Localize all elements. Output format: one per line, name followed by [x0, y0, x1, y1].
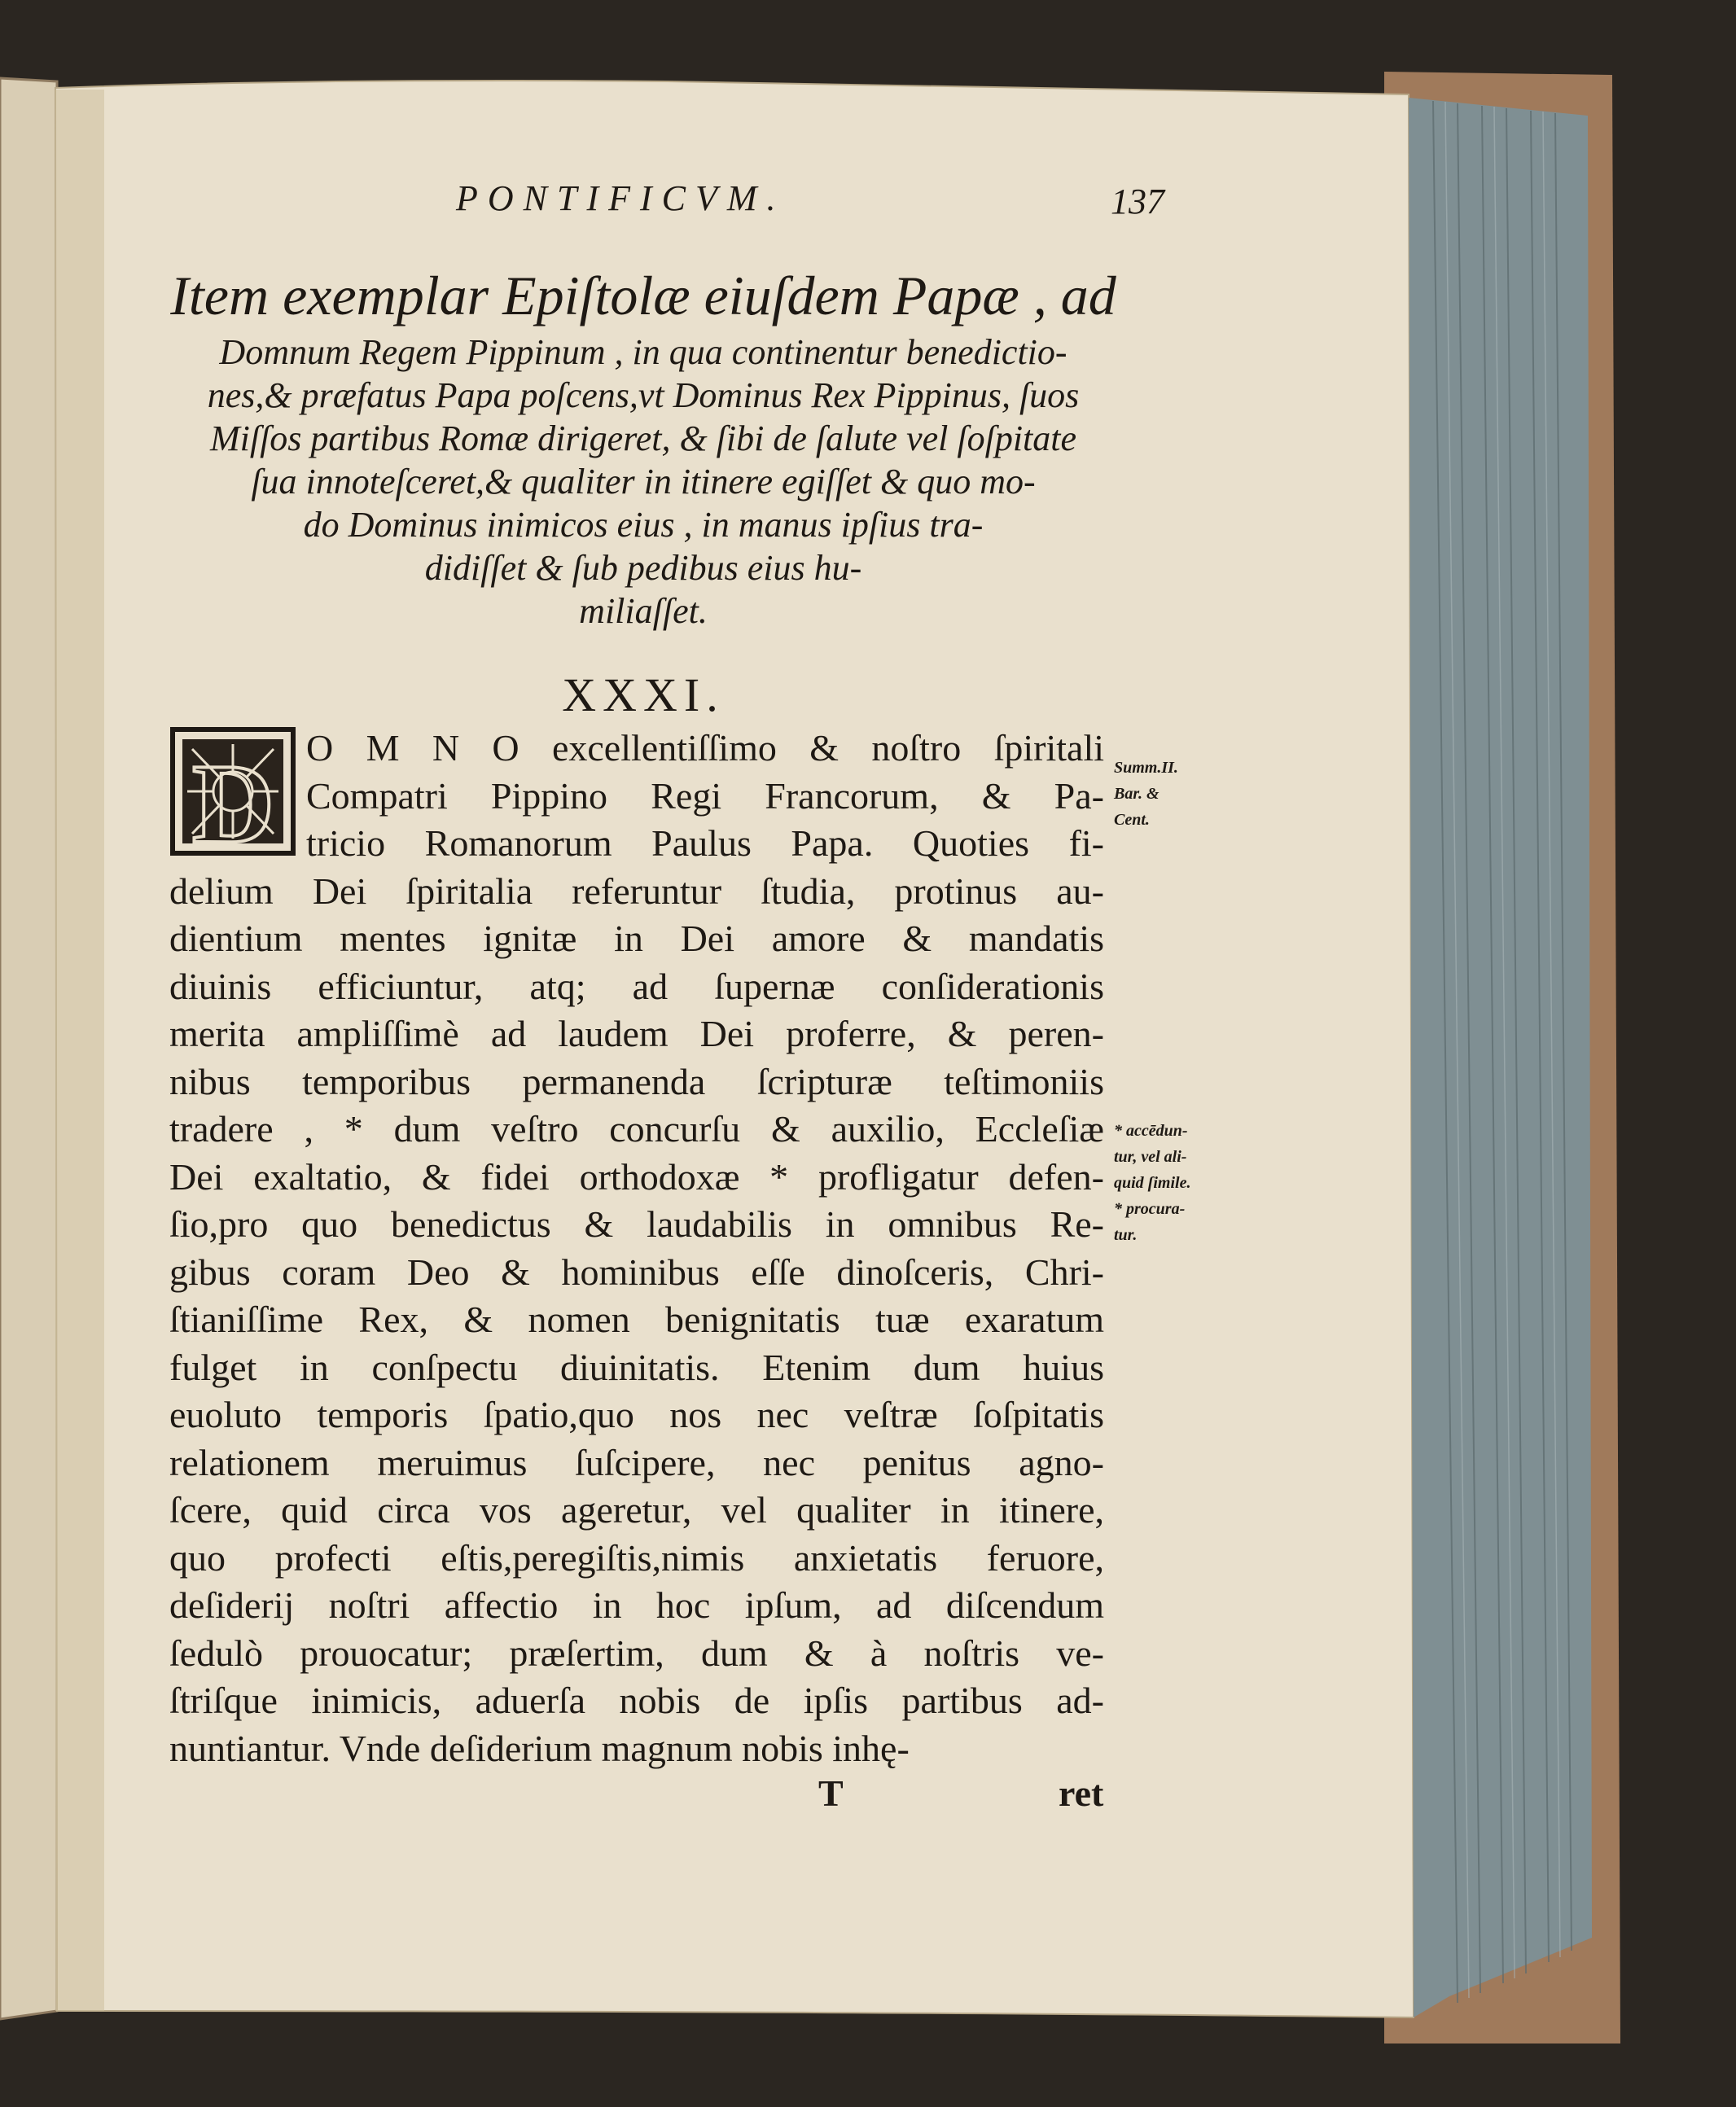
body-line: euoluto temporis ſpatio,quo nos nec veſtræ ſoſpitatis [169, 1394, 1104, 1435]
body-line: ſio,pro quo benedictus & laudabilis in omnibus Re- [169, 1203, 1104, 1245]
running-head [456, 177, 1164, 234]
margin-note: tur. [1114, 1226, 1138, 1244]
body-line: ſtianiſſime Rex, & nomen benignitatis tuæ exaratum [169, 1299, 1104, 1340]
heading-line: Item exemplar Epiſtolæ eiuſdem Papæ , ad [170, 265, 1116, 326]
heading-line: miliaſſet. [579, 591, 708, 631]
body-line: nibus temporibus permanenda ſcripturæ teſtimoniis [169, 1060, 1104, 1102]
body-line: ſtriſque inimicis, aduerſa nobis de ipſis partibus ad- [169, 1680, 1104, 1721]
drop-cap-letter: D [192, 741, 275, 867]
section-number: XXXI. [562, 668, 725, 721]
body-line: diuinis efficiuntur, atq; ad ſupernæ conſiderationis [169, 965, 1104, 1007]
body-text [169, 725, 1104, 1772]
margin-note: quid ſimile. [1114, 1174, 1191, 1192]
body-line: quo profecti eſtis,peregiſtis,nimis anxietatis feruore, [169, 1536, 1104, 1579]
margin-note: * accēdun- [1114, 1122, 1188, 1140]
body-line: gibus coram Deo & hominibus eſſe dinoſceris, Chri- [169, 1251, 1104, 1293]
margin-note: tur, vel ali- [1114, 1148, 1187, 1166]
body-line: ſcere, quid circa vos ageretur, vel qualiter in itinere, [169, 1489, 1104, 1531]
body-line: nuntiantur. Vnde deſiderium magnum nobis inhę- [169, 1727, 910, 1769]
body-line: merita ampliſſimè ad laudem Dei proferre, & peren- [169, 1013, 1104, 1054]
signature-mark: T [818, 1772, 844, 1814]
running-head-title: PONTIFICVM. [456, 178, 786, 218]
body-line: tradere , * dum veſtro concurſu & auxilio, Eccleſiæ [169, 1108, 1104, 1150]
page-number: 137 [1111, 182, 1164, 221]
margin-note: Bar. & [1114, 785, 1160, 803]
margin-note: Cent. [1114, 811, 1150, 829]
margin-note: * procura- [1114, 1200, 1186, 1218]
body-line: tricio Romanorum Paulus Papa. Quoties fi- [306, 822, 1104, 864]
body-line: delium Dei ſpiritalia referuntur ſtudia, protinus au- [169, 870, 1104, 912]
heading-line: do Dominus inimicos eius , in manus ipſius tra- [303, 505, 984, 545]
heading-line: Domnum Regem Pippinum , in qua continentur benedictio- [219, 332, 1067, 372]
body-line: relationem meruimus ſuſcipere, nec penitus agno- [169, 1441, 1104, 1483]
heading-line: ſua innoteſceret,& qualiter in itinere egiſſet & quo mo- [251, 462, 1036, 502]
body-line: Dei exaltatio, & fidei orthodoxæ * profligatur defen- [169, 1155, 1104, 1198]
body-line: deſiderij noſtri affectio in hoc ipſum, ad diſcendum [169, 1584, 1104, 1626]
body-line: ſedulò prouocatur; præſertim, dum & à noſtris ve- [169, 1632, 1104, 1674]
margin-note: Summ.II. [1114, 759, 1178, 777]
heading-line: nes,& præfatus Papa poſcens,vt Dominus Rex Pippinus, ſuos [207, 375, 1080, 415]
body-line: fulget in conſpectu diuinitatis. Etenim dum huius [169, 1346, 1104, 1388]
body-line: dientium mentes ignitæ in Dei amore & mandatis [169, 918, 1104, 959]
catchword: ret [1059, 1772, 1104, 1814]
body-line: Compatri Pippino Regi Francorum, & Pa- [306, 774, 1104, 817]
heading-line: didiſſet & ſub pedibus eius hu- [424, 548, 862, 588]
chapter-heading [163, 261, 1124, 633]
left-page-edge [0, 78, 57, 2019]
body-line: O M N O excellentiſſimo & noſtro ſpiritali [306, 727, 1104, 769]
heading-line: Miſſos partibus Romæ dirigeret, & ſibi de ſalute vel ſoſpitate [209, 418, 1077, 458]
